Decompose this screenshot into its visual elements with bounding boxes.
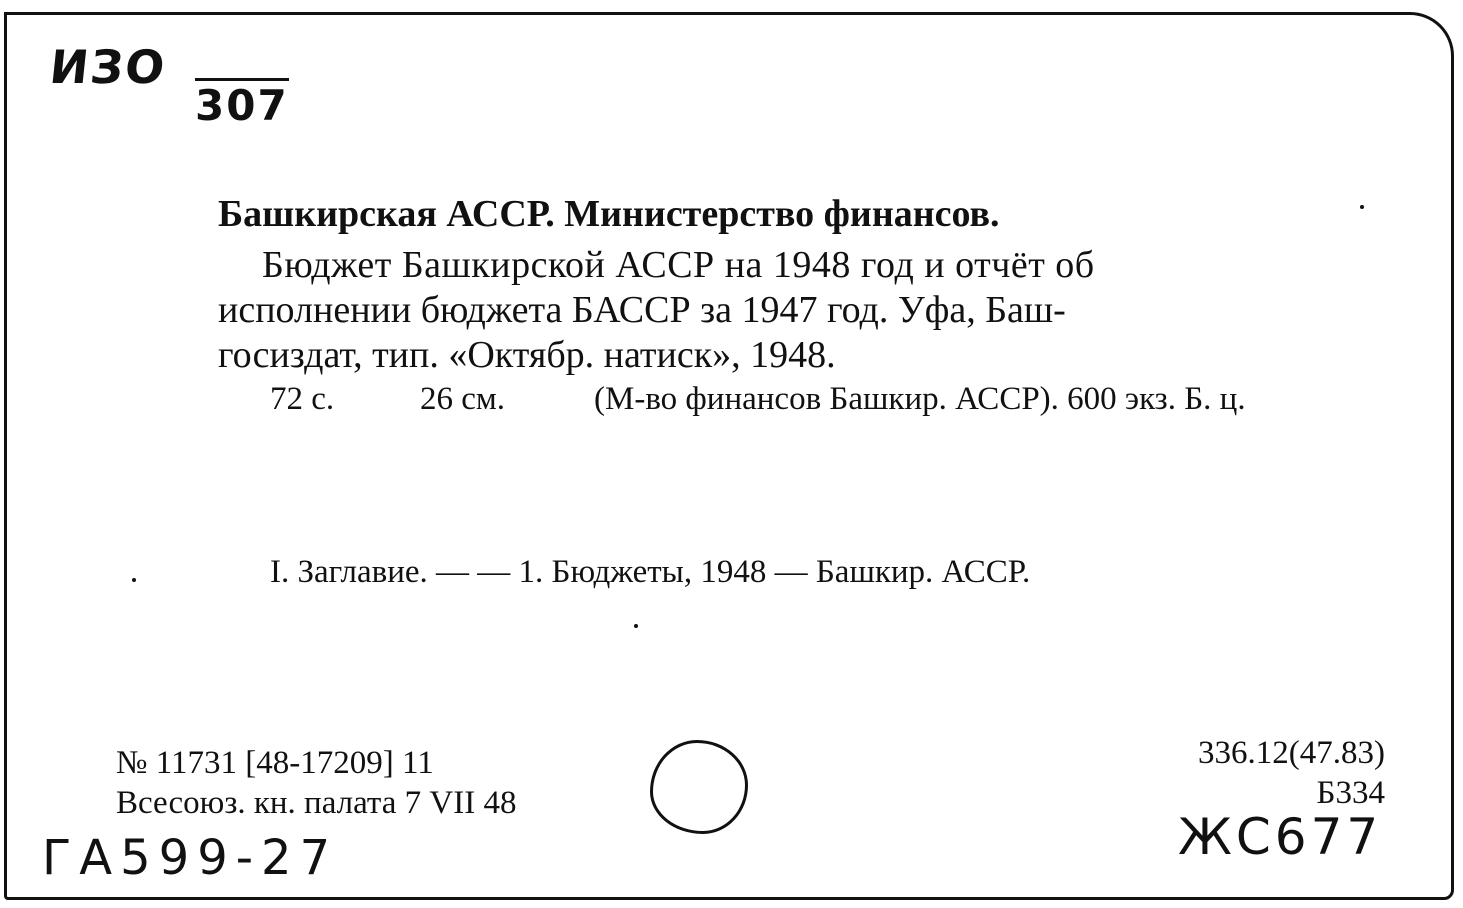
title-line-1: Бюджет Башкирской АССР на 1948 год и отчёт об bbox=[262, 244, 1095, 286]
handwritten-prefix: ИЗО bbox=[47, 40, 170, 94]
series-note: (М-во финансов Башкир. АССР). 600 экз. Б. ц. bbox=[594, 381, 1246, 417]
handwritten-shelf-number: 307 bbox=[195, 78, 289, 127]
book-size: 26 см. bbox=[420, 381, 506, 417]
title-line-2: исполнении бюджета БАССР за 1947 год. Уфа, Баш- bbox=[218, 289, 1066, 331]
ink-speck bbox=[1360, 205, 1364, 209]
ink-speck bbox=[634, 624, 638, 628]
pages-count: 72 с. bbox=[270, 381, 335, 417]
title-line-3: госиздат, тип. «Октябр. натиск», 1948. bbox=[218, 334, 836, 376]
classification-code: 336.12(47.83) bbox=[1198, 735, 1385, 771]
card-heading: Башкирская АССР. Министерство финансов. bbox=[218, 193, 1000, 235]
handwritten-inventory-left: ГА599-27 bbox=[42, 830, 339, 886]
record-chamber: Всесоюз. кн. палата 7 VII 48 bbox=[116, 785, 517, 821]
ink-speck bbox=[132, 578, 136, 582]
tracings-line: I. Заглавие. — — 1. Бюджеты, 1948 — Башкир. АССР. bbox=[270, 554, 1031, 590]
handwritten-inventory-right: ЖС677 bbox=[1178, 808, 1383, 866]
record-number: № 11731 [48-17209] 11 bbox=[116, 745, 434, 781]
author-mark: Б334 bbox=[1316, 775, 1385, 811]
round-stamp bbox=[650, 740, 748, 834]
